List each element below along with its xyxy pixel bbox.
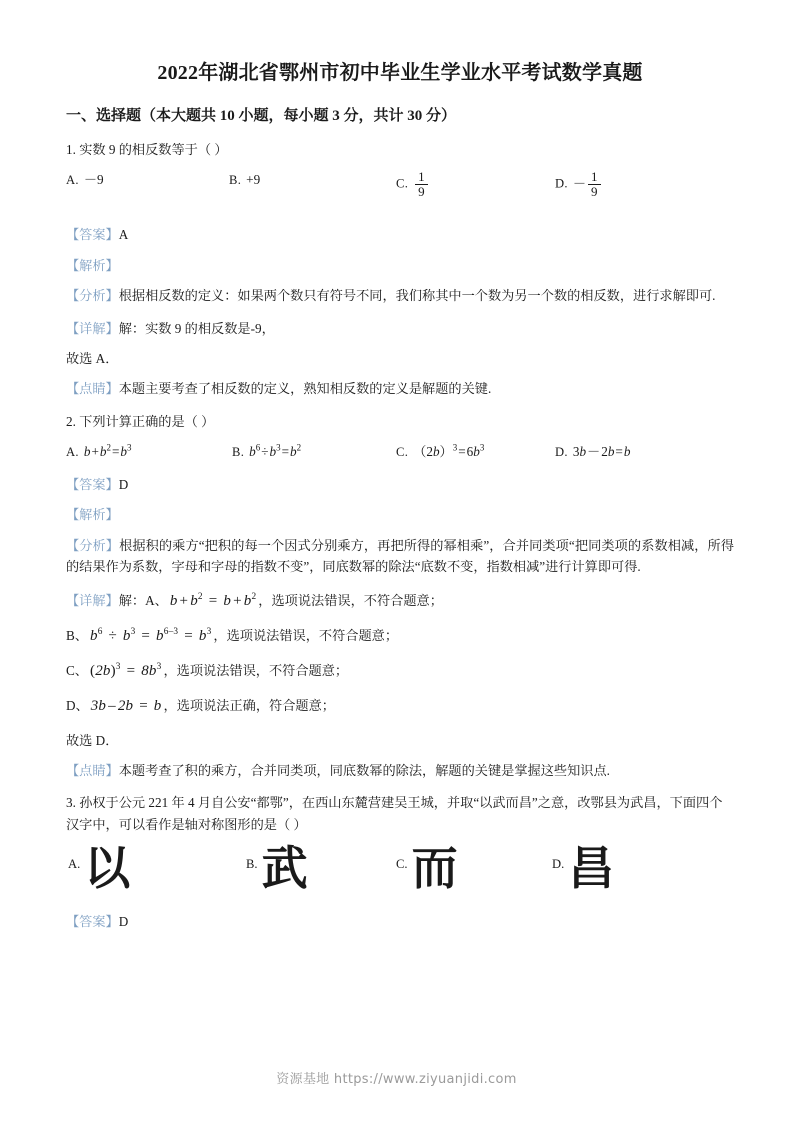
question-2-options: [66, 442, 734, 464]
question-3-options: [66, 841, 734, 903]
question-1-option-a[interactable]: [66, 170, 104, 189]
question-1-conclusion: 故选 A．: [66, 350, 119, 366]
question-2-analysis-tag: [66, 504, 734, 525]
approach-text: 根据相反数的定义：如果两个数只有符号不同，我们称其中一个数为另一个数的相反数，进行求解即可.: [118, 288, 716, 304]
footer-watermark: 资源基地 https://www.ziyuanjidi.com: [276, 1072, 517, 1087]
detail-d-tail: ，选项说法正确，符合题意；: [163, 698, 335, 714]
option-label: D.: [555, 176, 568, 191]
math-expression-d: 3b – 2b = b: [90, 698, 162, 715]
detail-b-label: B、: [66, 627, 88, 643]
question-2-detail-c: [66, 659, 734, 683]
option-expression: $b+b^2=b^3$: [83, 442, 132, 459]
detail-b-tail: ，选项说法错误，不符合题意；: [213, 627, 399, 643]
question-1-detail: [66, 318, 734, 339]
answer-value: D: [118, 914, 129, 930]
question-3-answer: [66, 911, 734, 932]
question-1-option-c[interactable]: [396, 170, 430, 198]
detail-c-label: C、: [66, 663, 88, 679]
option-character: 昌: [568, 841, 615, 896]
question-2-conclusion: 故选 D．: [66, 732, 119, 748]
option-label: A.: [66, 445, 79, 459]
question-2-detail-d: [66, 694, 734, 718]
question-1-option-d[interactable]: [555, 170, 603, 198]
fraction: [415, 170, 428, 198]
fraction-numerator: 1: [591, 169, 598, 185]
option-character: 以: [84, 841, 131, 896]
option-fraction: [413, 169, 430, 200]
option-label: B.: [229, 173, 242, 188]
question-2-stem: 2. 下列计算正确的是（ ）: [66, 413, 215, 429]
question-2-detail-a: [66, 589, 734, 613]
question-1-option-b[interactable]: [229, 170, 260, 189]
option-label: D.: [555, 445, 568, 459]
question-3-option-d[interactable]: [552, 841, 615, 896]
document-content: [66, 60, 734, 944]
option-character: 而: [411, 841, 458, 896]
page-title: 2022年湖北省鄂州市初中毕业生学业水平考试数学真题: [157, 62, 643, 84]
detail-a-tail: ，选项说法错误，不符合题意；: [258, 592, 443, 608]
section-heading: 一、选择题（本大题共 10 小题，每小题 3 分，共计 30 分）: [66, 108, 457, 124]
fraction-numerator: 1: [418, 169, 425, 185]
question-2-answer: [66, 474, 734, 495]
detail-text: 解：实数 9 的相反数是-9，: [118, 320, 275, 336]
option-text: －9: [83, 172, 104, 188]
answer-tag: 【答案】: [66, 477, 119, 492]
option-label: C.: [396, 445, 409, 459]
analysis-tag: 【解析】: [66, 257, 119, 273]
option-fraction: [572, 169, 603, 200]
detail-c-tail: ，选项说法错误，不符合题意；: [163, 663, 349, 679]
question-2-option-a[interactable]: [66, 442, 131, 461]
question-3-option-c[interactable]: [396, 841, 458, 896]
question-1-approach: [66, 285, 734, 306]
highlight-tag: 【点睛】: [66, 763, 119, 779]
option-label: C.: [396, 176, 409, 191]
detail-tag: 【详解】: [66, 592, 119, 608]
detail-prefix: 解：A、: [118, 592, 168, 608]
option-expression: 3b－2b=b: [572, 444, 631, 459]
question-1-answer: [66, 224, 734, 245]
detail-tag: 【详解】: [66, 320, 119, 336]
option-text: +9: [246, 172, 261, 188]
approach-text: 根据积的乘方“把积的每一个因式分别乘方，再把所得的幂相乘”，合并同类项“把同类项的系数相减，所得的结果作为系数，字母和字母的指数不变”，同底数幂的除法“底数不变，指数相减”进行计算即可得.: [66, 537, 735, 575]
answer-value: D: [118, 477, 129, 492]
fraction-denominator: 9: [588, 184, 601, 199]
option-label: B.: [232, 445, 245, 459]
question-3-stem: 3. 孙权于公元 221 年 4 月自公安“都鄂”，在西山东麓营建吴王城，并取“以武而昌”之意，改鄂县为武昌，下面四个汉字中，可以看作是轴对称图形的是（ ）: [66, 795, 723, 832]
math-expression-b: $b^6 \div b^3 = b^{6-3} = b^3$: [89, 626, 212, 644]
math-expression-c: $(2b)^3 = 8b^3$: [89, 662, 162, 680]
fraction-denominator: 9: [415, 184, 428, 199]
question-3-option-b[interactable]: [246, 841, 308, 896]
highlight-text: 本题主要考查了相反数的定义，熟知相反数的定义是解题的关键.: [118, 381, 492, 397]
question-2-option-c[interactable]: [396, 442, 484, 461]
question-2-option-d[interactable]: [555, 442, 630, 461]
answer-value: A: [118, 227, 129, 243]
question-2-option-b[interactable]: [232, 442, 301, 461]
question-3-option-a[interactable]: [68, 841, 131, 896]
question-2-detail-b: [66, 624, 734, 648]
math-expression-a: $b + b^2 = b + b^2$: [169, 591, 257, 609]
analysis-tag: 【解析】: [66, 507, 119, 523]
option-label: D.: [552, 857, 565, 872]
option-label: A.: [68, 857, 81, 872]
option-label: A.: [66, 173, 79, 188]
detail-d-label: D、: [66, 698, 89, 714]
question-1-stem: 1. 实数 9 的相反数等于（ ）: [66, 142, 228, 157]
option-expression: $(2b)^3=6b^3$: [413, 442, 485, 459]
approach-tag: 【分析】: [66, 288, 119, 304]
minus-sign: －: [572, 175, 587, 191]
question-1-options: [66, 170, 734, 214]
question-2-highlight: [66, 760, 734, 781]
question-1-highlight: [66, 378, 734, 399]
fraction: [588, 170, 601, 198]
answer-tag: 【答案】: [66, 227, 119, 243]
question-1-analysis-tag: [66, 255, 734, 276]
highlight-tag: 【点睛】: [66, 381, 119, 397]
option-expression: $b^6\div b^3=b^2$: [249, 442, 302, 459]
option-label: C.: [396, 857, 408, 872]
option-label: B.: [246, 857, 258, 872]
option-character: 武: [261, 841, 308, 896]
approach-tag: 【分析】: [66, 537, 120, 553]
highlight-text: 本题考查了积的乘方，合并同类项，同底数幂的除法，解题的关键是掌握这些知识点.: [118, 763, 610, 779]
answer-tag: 【答案】: [66, 914, 119, 930]
question-2-approach: [66, 535, 734, 578]
